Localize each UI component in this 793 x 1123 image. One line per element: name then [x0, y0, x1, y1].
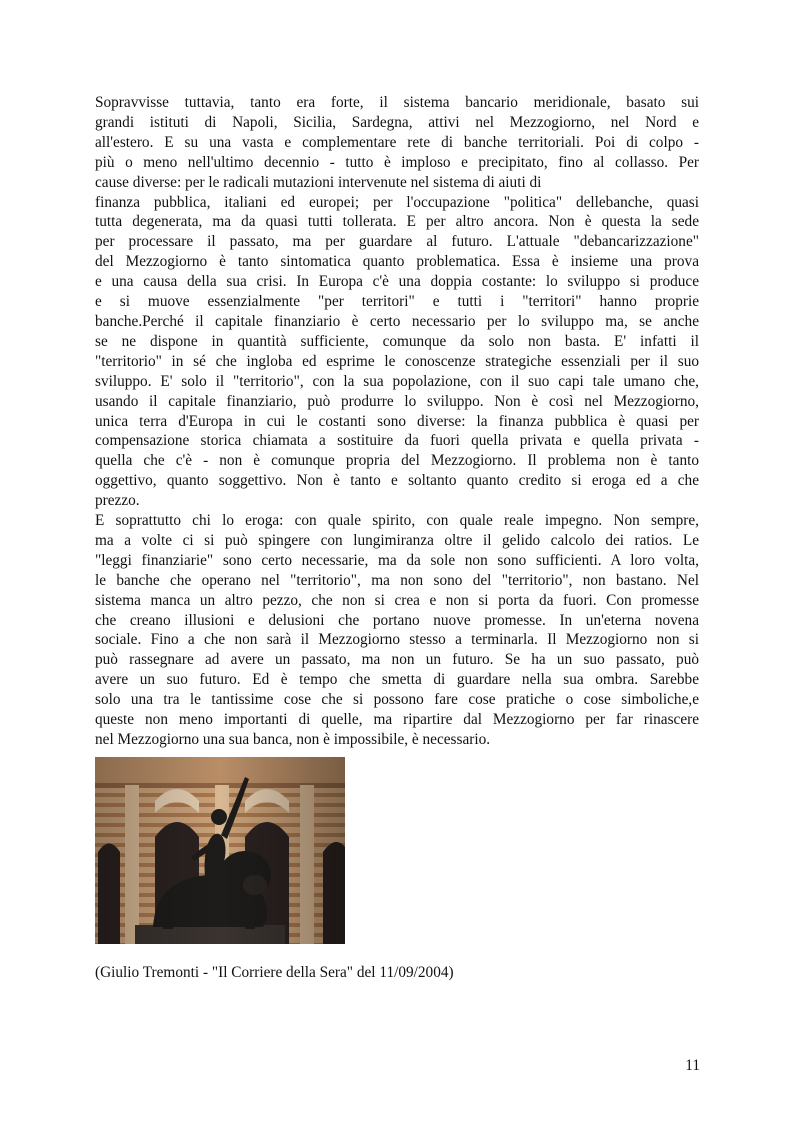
- text-line: E soprattutto chi lo eroga: con quale spirito, con quale reale impegno. Non sempre,: [95, 512, 699, 530]
- text-line: del Mezzogiorno è tanto sintomatica quanto problematica. Essa è insieme una prova: [95, 253, 699, 271]
- paragraph: [95, 93, 699, 511]
- text-line: finanza pubblica, italiani ed europei; per l'occupazione "politica" dellebanche, quasi: [95, 193, 699, 211]
- text-line: le banche che operano nel "territorio", ma non sono del "territorio", non bastano. Nel: [95, 571, 699, 589]
- text-line: ma a volte ci si può spingere con lungimiranza oltre il gelido calcolo dei ratios. Le: [95, 531, 699, 549]
- text-line: grandi istituti di Napoli, Sicilia, Sardegna, attivi nel Mezzogiorno, nel Nord e: [95, 113, 699, 131]
- text-line: prezzo.: [95, 492, 140, 510]
- text-line: Sopravvisse tuttavia, tanto era forte, il sistema bancario meridionale, basato sui: [95, 94, 699, 111]
- text-line: solo una tra le tantissime cose che si possono fare cose pratiche o cose simboliche,e: [95, 691, 699, 709]
- text-line: per processare il passato, ma per guardare al futuro. L'attuale "debancarizzazione": [95, 233, 699, 251]
- article-body: [95, 93, 699, 750]
- text-line: e si muove essenzialmente "per territori" e tutti i "territori" hanno proprie: [95, 293, 699, 311]
- text-line: sviluppo. E' solo il "territorio", con la sua popolazione, con il suo capi tale umano che,: [95, 372, 699, 390]
- text-line: che creano illusioni e delusioni che portano nuove promesse. In un'eterna novena: [95, 611, 699, 629]
- text-line: cause diverse: per le radicali mutazioni intervenute nel sistema di aiuti di: [95, 173, 542, 191]
- statue-photo: [95, 757, 345, 944]
- text-line: se ne dispone in quantità sufficiente, comunque da solo non basta. E' infatti il: [95, 332, 699, 350]
- text-line: all'estero. E su una vasta e complementare rete di banche territoriali. Poi di colpo -: [95, 133, 699, 151]
- page-number: 11: [685, 1057, 700, 1074]
- text-line: "territorio" in sé che ingloba ed esprime le conoscenze strategiche essenziali per il suo: [95, 352, 699, 370]
- text-line: e una causa della sua crisi. In Europa c'è una doppia costante: lo sviluppo si produce: [95, 273, 699, 291]
- text-line: usando il capitale finanziario, può produrre lo sviluppo. Non è così nel Mezzogiorno,: [95, 392, 699, 410]
- text-line: unica terra d'Europa in cui le costanti sono diverse: la finanza pubblica è quasi per: [95, 412, 699, 430]
- text-line: compensazione storica chiamata a sostituire da fuori quella privata e quella privata -: [95, 432, 699, 450]
- text-line: queste non meno importanti di quelle, ma ripartire dal Mezzogiorno per far rinascere: [95, 711, 699, 729]
- text-line: quella che c'è - non è comunque propria del Mezzogiorno. Il problema non è tanto: [95, 452, 699, 470]
- text-line: nel Mezzogiorno una sua banca, non è impossibile, è necessario.: [95, 731, 491, 748]
- text-line: tutta degenerata, ma da quasi tutti tollerata. E per altro ancora. Non è questa la sede: [95, 213, 699, 231]
- lion-statue-image: [95, 757, 345, 944]
- text-line: banche.Perché il capitale finanziario è certo necessario per lo sviluppo ma, se anche: [95, 312, 699, 330]
- text-line: "leggi finanziarie" sono certo necessarie, ma da sole non sono sufficienti. A loro volta,: [95, 551, 699, 569]
- text-line: sociale. Fino a che non sarà il Mezzogiorno stesso a terminarla. Il Mezzogiorno non si: [95, 631, 699, 649]
- page-content: [95, 93, 699, 983]
- paragraph: [95, 511, 699, 750]
- text-line: sistema manca un altro pezzo, che non si crea e non si porta da fuori. Con promesse: [95, 591, 699, 609]
- photo-caption: (Giulio Tremonti - "Il Corriere della Sera" del 11/09/2004): [95, 963, 454, 981]
- text-line: può rassegnare ad avere un passato, ma non un futuro. Se ha un suo passato, può: [95, 651, 699, 669]
- text-line: avere un suo futuro. Ed è tempo che smetta di guardare nella sua ombra. Sarebbe: [95, 671, 699, 689]
- text-line: più o meno nell'ultimo decennio - tutto è imploso e precipitato, fino al collasso. Per: [95, 153, 699, 171]
- text-line: oggettivo, quanto soggettivo. Non è tanto e soltanto quanto credito si eroga ed a che: [95, 472, 699, 490]
